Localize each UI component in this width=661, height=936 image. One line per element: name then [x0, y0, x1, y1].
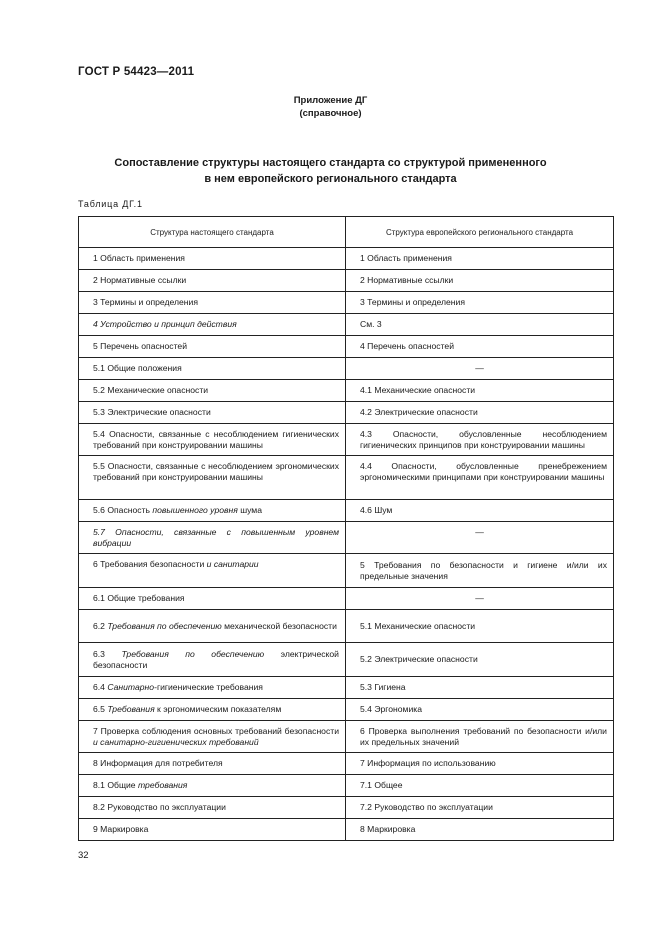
- table-row: [79, 610, 614, 643]
- cell-text: 8.1 Общие: [93, 780, 138, 790]
- table-cell: 7 Информация по использованию: [346, 753, 614, 775]
- cell-text: 6 Требования безопасности: [93, 559, 207, 569]
- table-row: [79, 588, 614, 610]
- cell-text-italic: Требования по обеспечению: [121, 648, 265, 659]
- table-cell: 5.1 Механические опасности: [346, 610, 614, 643]
- table-row: [79, 358, 614, 380]
- table-cell: 2 Нормативные ссылки: [79, 270, 346, 292]
- table-row: [79, 380, 614, 402]
- table-cell: 8 Маркировка: [346, 819, 614, 841]
- table-row: [79, 522, 614, 554]
- table-row: [79, 336, 614, 358]
- table-cell: 3 Термины и определения: [79, 292, 346, 314]
- table-cell: 8 Информация для потребителя: [79, 753, 346, 775]
- column-header: Структура настоящего стандарта: [79, 217, 346, 248]
- table-cell: 4.6 Шум: [346, 500, 614, 522]
- cell-text: 6.2: [93, 620, 108, 631]
- table-row: [79, 643, 614, 677]
- table-row: [79, 292, 614, 314]
- cell-text: 6.3: [93, 648, 122, 659]
- table-cell: [79, 610, 346, 643]
- column-header: Структура европейского регионального стандарта: [346, 217, 614, 248]
- table-row: [79, 248, 614, 270]
- table-cell: 9 Маркировка: [79, 819, 346, 841]
- table-row: [79, 753, 614, 775]
- table-cell: 7.1 Общее: [346, 775, 614, 797]
- table-cell: 5.3 Электрические опасности: [79, 402, 346, 424]
- table-cell: 2 Нормативные ссылки: [346, 270, 614, 292]
- table-cell: [79, 643, 346, 677]
- table-cell: 5.2 Механические опасности: [79, 380, 346, 402]
- table-cell: [79, 775, 346, 797]
- table-cell: 5 Требования по безопасности и гигиене и/или их предельные значения: [346, 554, 614, 588]
- cell-text: 5.6 Опасность: [93, 505, 153, 515]
- title-line-1: Сопоставление структуры настоящего стандарта со структурой примененного: [114, 157, 547, 169]
- table-cell: 5.5 Опасности, связанные с несоблюдением эргономических требований при конструировании машины: [79, 456, 346, 500]
- table-cell: 5.2 Электрические опасности: [346, 643, 614, 677]
- table-header-row: [79, 217, 614, 248]
- table-cell: 3 Термины и определения: [346, 292, 614, 314]
- table-cell: 5.3 Гигиена: [346, 677, 614, 699]
- cell-text: 7 Проверка соблюдения основных требований безопасности: [93, 725, 339, 736]
- table-cell: 4 Перечень опасностей: [346, 336, 614, 358]
- appendix-title: Приложение ДГ: [293, 95, 368, 106]
- title-line-2: в нем европейского регионального стандарта: [204, 173, 457, 185]
- table-cell: 5.4 Эргономика: [346, 699, 614, 721]
- table-cell: [79, 500, 346, 522]
- table-row: [79, 797, 614, 819]
- table-cell: 6 Проверка выполнения требований по безопасности и/или их предельных значений: [346, 721, 614, 753]
- cell-text: -гигиенические требования: [154, 682, 263, 692]
- table-row: [79, 554, 614, 588]
- cell-text-italic: требования: [137, 780, 188, 790]
- table-caption: Таблица ДГ.1: [78, 199, 143, 209]
- cell-text-italic: Требования: [107, 704, 155, 714]
- cell-text-italic: и санитарно-гигиенических требований: [93, 736, 259, 747]
- table-row: [79, 456, 614, 500]
- table-cell: [79, 554, 346, 588]
- table-cell: [79, 721, 346, 753]
- table-cell: [79, 677, 346, 699]
- table-cell: 5.4 Опасности, связанные с несоблюдением гигиенических требований при конструировании машины: [79, 424, 346, 456]
- document-code: ГОСТ Р 54423—2011: [78, 66, 195, 78]
- table-row: [79, 402, 614, 424]
- table-row: [79, 270, 614, 292]
- cell-text-italic: Санитарно: [107, 682, 155, 692]
- cell-text-italic: и санитарии: [206, 559, 259, 569]
- table-cell: 5.7 Опасности, связанные с повышенным уровнем вибрации: [79, 522, 346, 554]
- cell-text: механической безопасности: [221, 620, 337, 631]
- table-cell: 1 Область применения: [346, 248, 614, 270]
- table-cell: —: [346, 588, 614, 610]
- table-row: [79, 775, 614, 797]
- comparison-table: [78, 216, 614, 841]
- table-cell: 5 Перечень опасностей: [79, 336, 346, 358]
- table-cell: —: [346, 358, 614, 380]
- cell-text: шума: [237, 505, 262, 515]
- table-row: [79, 424, 614, 456]
- cell-text-italic: повышенного уровня: [152, 505, 238, 515]
- cell-text: к эргономическим показателям: [154, 704, 282, 714]
- table-row: [79, 819, 614, 841]
- document-title: [78, 155, 583, 187]
- cell-text: электрической безопасности: [93, 648, 339, 670]
- table-row: [79, 314, 614, 336]
- table-row: [79, 500, 614, 522]
- appendix-subtitle: (справочное): [299, 108, 362, 119]
- table-cell: —: [346, 522, 614, 554]
- cell-text: 6.4: [93, 682, 108, 692]
- table-cell: 4.3 Опасности, обусловленные несоблюдением гигиенических принципов при конструировании машины: [346, 424, 614, 456]
- appendix-heading: [0, 94, 661, 120]
- table-cell: 1 Область применения: [79, 248, 346, 270]
- table-row: [79, 677, 614, 699]
- table-cell: 5.1 Общие положения: [79, 358, 346, 380]
- table-cell: 4 Устройство и принцип действия: [79, 314, 346, 336]
- table-cell: 8.2 Руководство по эксплуатации: [79, 797, 346, 819]
- table-cell: 7.2 Руководство по эксплуатации: [346, 797, 614, 819]
- cell-text: 6.5: [93, 704, 108, 714]
- table-cell: 6.1 Общие требования: [79, 588, 346, 610]
- table-cell: 4.1 Механические опасности: [346, 380, 614, 402]
- table-row: [79, 699, 614, 721]
- table-row: [79, 721, 614, 753]
- table-cell: [79, 699, 346, 721]
- table-cell: См. 3: [346, 314, 614, 336]
- cell-text-italic: Требования по обеспечению: [107, 620, 222, 631]
- table-cell: 4.4 Опасности, обусловленные пренебрежением эргономическими принципами при конструировании машины: [346, 456, 614, 500]
- page-number: 32: [78, 850, 89, 861]
- table-cell: 4.2 Электрические опасности: [346, 402, 614, 424]
